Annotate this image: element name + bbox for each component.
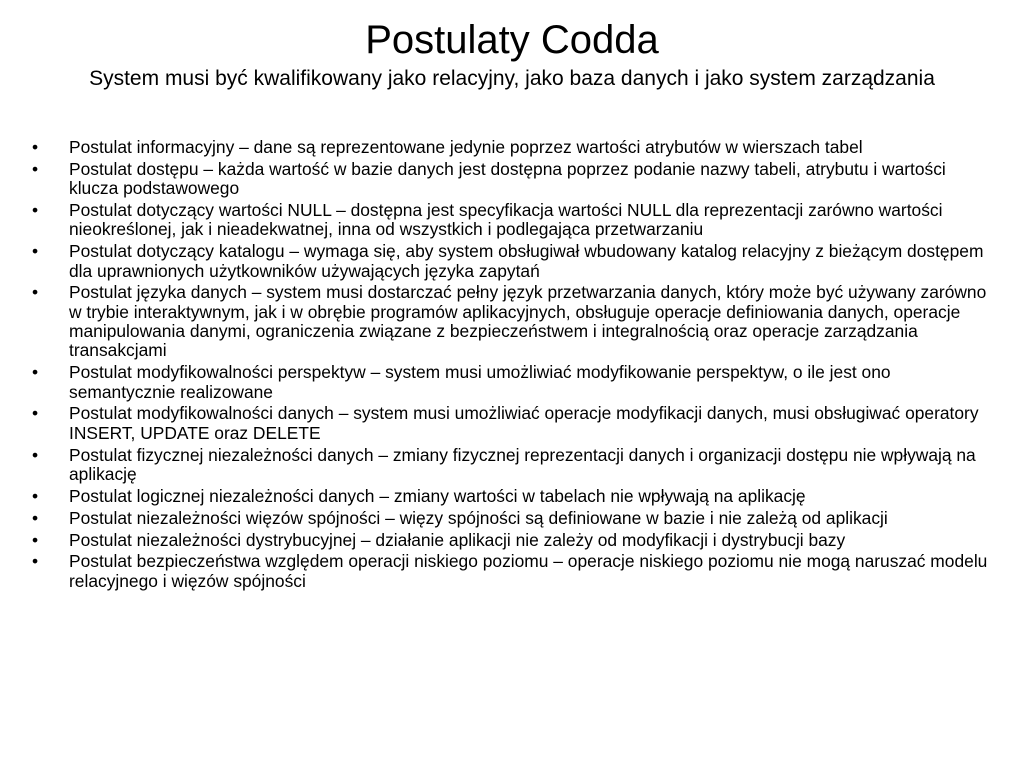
bullet-list bbox=[32, 138, 997, 594]
bullet-item bbox=[32, 531, 997, 550]
bullet-icon: • bbox=[32, 507, 39, 528]
slide-title: Postulaty Codda bbox=[365, 18, 659, 62]
bullet-text: Postulat dostępu – każda wartość w bazie danych jest dostępna poprzez podanie nazwy tabeli, atrybutu i wartości klucza podstawowego bbox=[69, 158, 946, 199]
bullet-icon: • bbox=[32, 551, 39, 572]
bullet-item bbox=[32, 446, 997, 485]
bullet-icon: • bbox=[32, 403, 39, 424]
bullet-icon: • bbox=[32, 200, 39, 221]
bullet-text: Postulat języka danych – system musi dostarczać pełny język przetwarzania danych, który może być używany zarówno w trybie interaktywnym, jak i w obrębie programów aplikacyjnych, obsługuje operacje definiowania danych, operacje manipulowania danymi, ograniczenia związane z bezpieczeństwem i integralnością oraz operacje zarządzania transakcjami bbox=[69, 282, 987, 361]
bullet-icon: • bbox=[32, 137, 39, 157]
slide-subtitle: System musi być kwalifikowany jako relacyjny, jako baza danych i jako system zarządzania bbox=[89, 67, 935, 90]
bullet-text: Postulat bezpieczeństwa względem operacji niskiego poziomu – operacje niskiego poziomu nie mogą naruszać modelu relacyjnego i więzów spójności bbox=[69, 551, 988, 591]
bullet-icon: • bbox=[32, 282, 39, 303]
bullet-text: Postulat logicznej niezależności danych – zmiany wartości w tabelach nie wpływają na aplikację bbox=[69, 485, 806, 506]
bullet-icon: • bbox=[32, 241, 39, 262]
bullet-icon: • bbox=[32, 485, 39, 506]
bullet-text: Postulat informacyjny – dane są reprezentowane jedynie poprzez wartości atrybutów w wierszach tabel bbox=[69, 137, 863, 157]
bullet-item bbox=[32, 363, 997, 402]
bullet-icon: • bbox=[32, 529, 39, 550]
bullet-text: Postulat niezależności dystrybucyjnej – działanie aplikacji nie zależy od modyfikacji i dystrybucji bazy bbox=[69, 529, 846, 550]
bullet-item bbox=[32, 160, 997, 199]
bullet-item bbox=[32, 404, 997, 443]
bullet-text: Postulat niezależności więzów spójności – więzy spójności są definiowane w bazie i nie zależą od aplikacji bbox=[69, 507, 888, 528]
bullet-item bbox=[32, 283, 997, 360]
bullet-icon: • bbox=[32, 158, 39, 179]
bullet-text: Postulat fizycznej niezależności danych – zmiany fizycznej reprezentacji danych i organizacji dostępu nie wpływają na aplikację bbox=[69, 444, 976, 484]
bullet-icon: • bbox=[32, 444, 39, 465]
bullet-item bbox=[32, 552, 997, 591]
bullet-text: Postulat dotyczący katalogu – wymaga się, aby system obsługiwał wbudowany katalog relacyjny z bieżącym dostępem dla uprawnionych użytkowników używających języka zapytań bbox=[69, 241, 984, 281]
bullet-text: Postulat dotyczący wartości NULL – dostępna jest specyfikacja wartości NULL dla reprezentacji zarówno wartości nieokreślonej, jak i nieadekwatnej, inna od wszystkich i podlegająca przetwarzaniu bbox=[69, 200, 943, 240]
bullet-icon: • bbox=[32, 362, 39, 383]
bullet-item bbox=[32, 487, 997, 506]
bullet-item bbox=[32, 201, 997, 240]
bullet-item bbox=[32, 509, 997, 528]
bullet-text: Postulat modyfikowalności perspektyw – system musi umożliwiać modyfikowanie perspektyw, o ile jest ono semantycznie realizowane bbox=[69, 362, 891, 402]
bullet-item bbox=[32, 242, 997, 281]
bullet-text: Postulat modyfikowalności danych – system musi umożliwiać operacje modyfikacji danych, musi obsługiwać operatory INSERT, UPDATE oraz DELETE bbox=[69, 403, 979, 443]
bullet-item bbox=[32, 138, 997, 157]
